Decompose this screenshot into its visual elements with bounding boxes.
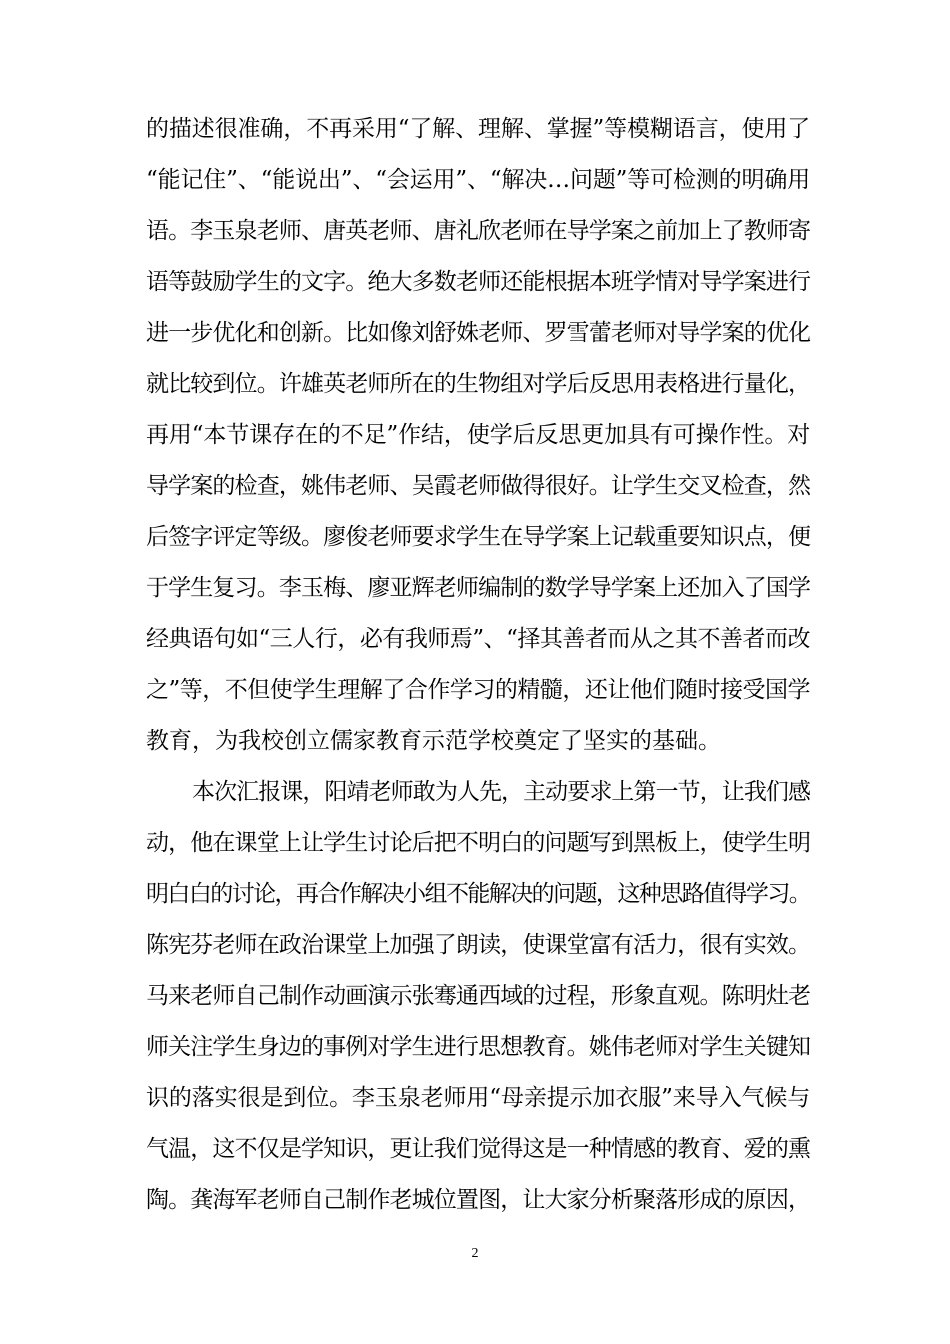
page-number: 2 <box>471 1246 479 1261</box>
text-line: “能记住”、“能说出”、“会运用”、“解决…问题”等可检测的明确用 <box>146 167 810 193</box>
text-line: 语等鼓励学生的文字。绝大多数老师还能根据本班学情对导学案进行 <box>146 269 810 295</box>
text-line: 导学案的检查，姚伟老师、吴霞老师做得很好。让学生交叉检查，然 <box>146 473 810 499</box>
text-line: 识的落实很是到位。李玉泉老师用“母亲提示加衣服”来导入气候与 <box>146 1085 810 1111</box>
text-line: 师关注学生身边的事例对学生进行思想教育。姚伟老师对学生关键知 <box>146 1034 810 1060</box>
text-line: 明白白的讨论，再合作解决小组不能解决的问题，这种思路值得学习。 <box>146 881 810 907</box>
text-line: 教育，为我校创立儒家教育示范学校奠定了坚实的基础。 <box>146 728 721 754</box>
text-line: 再用“本节课存在的不足”作结，使学后反思更加具有可操作性。对 <box>146 422 810 448</box>
text-line: 于学生复习。李玉梅、廖亚辉老师编制的数学导学案上还加入了国学 <box>146 575 810 601</box>
text-line: 语。李玉泉老师、唐英老师、唐礼欣老师在导学案之前加上了教师寄 <box>146 218 810 244</box>
text-line: 陈宪芬老师在政治课堂上加强了朗读，使课堂富有活力，很有实效。 <box>146 932 810 958</box>
text-line: 陶。龚海军老师自己制作老城位置图，让大家分析聚落形成的原因， <box>146 1187 810 1213</box>
text-line: 进一步优化和创新。比如像刘舒姝老师、罗雪蕾老师对导学案的优化 <box>146 320 810 346</box>
text-line: 动，他在课堂上让学生讨论后把不明白的问题写到黑板上，使学生明 <box>146 830 810 856</box>
text-line: 马来老师自己制作动画演示张骞通西域的过程，形象直观。陈明灶老 <box>146 983 810 1009</box>
text-line: 之”等，不但使学生理解了合作学习的精髓，还让他们随时接受国学 <box>146 677 810 703</box>
text-line: 后签字评定等级。廖俊老师要求学生在导学案上记载重要知识点，便 <box>146 524 810 550</box>
text-line: 气温，这不仅是学知识，更让我们觉得这是一种情感的教育、爱的熏 <box>146 1136 810 1162</box>
text-line: 本次汇报课，阳靖老师敢为人先，主动要求上第一节，让我们感 <box>192 779 810 805</box>
text-line: 经典语句如“三人行，必有我师焉”、“择其善者而从之其不善者而改 <box>146 626 810 652</box>
text-line: 就比较到位。许雄英老师所在的生物组对学后反思用表格进行量化， <box>146 371 810 397</box>
text-line: 的描述很准确，不再采用“了解、理解、掌握”等模糊语言，使用了 <box>146 116 810 142</box>
body-text <box>146 104 810 1226</box>
